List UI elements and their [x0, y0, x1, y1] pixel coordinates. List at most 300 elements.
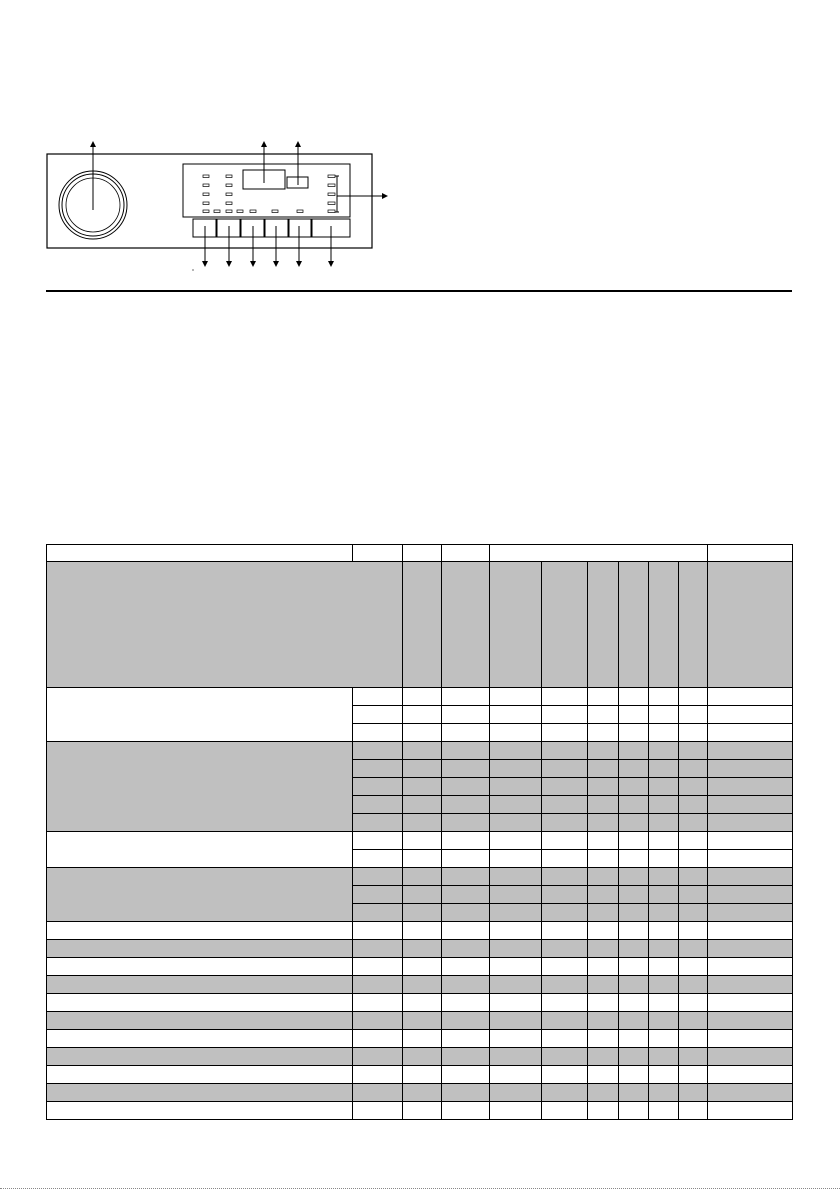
program-name-cell [47, 922, 353, 940]
value-cell [619, 706, 649, 724]
value-cell [542, 850, 588, 868]
value-cell [542, 1048, 588, 1066]
table-row [47, 958, 793, 976]
value-cell [588, 760, 619, 778]
value-cell [442, 1066, 490, 1084]
value-cell [403, 814, 442, 832]
program-name-cell [47, 832, 353, 868]
header-cell [708, 545, 793, 562]
value-cell [679, 1102, 708, 1120]
value-cell [353, 976, 403, 994]
value-cell [649, 688, 679, 706]
value-cell [588, 1066, 619, 1084]
value-cell [353, 1066, 403, 1084]
value-cell [490, 706, 542, 724]
value-cell [708, 922, 793, 940]
value-cell [649, 1102, 679, 1120]
header-cell [442, 545, 490, 562]
value-cell [542, 976, 588, 994]
value-cell [542, 832, 588, 850]
stray-dot [192, 269, 193, 270]
value-cell [490, 832, 542, 850]
value-cell [619, 994, 649, 1012]
value-cell [403, 994, 442, 1012]
value-cell [649, 940, 679, 958]
value-cell [403, 922, 442, 940]
value-cell [679, 868, 708, 886]
table-row [47, 922, 793, 940]
value-cell [442, 760, 490, 778]
value-cell [403, 724, 442, 742]
value-cell [708, 1012, 793, 1030]
value-cell [490, 688, 542, 706]
table-row [47, 940, 793, 958]
value-cell [649, 760, 679, 778]
program-name-cell [47, 742, 353, 832]
value-cell [649, 1048, 679, 1066]
value-cell [542, 742, 588, 760]
value-cell [353, 940, 403, 958]
value-cell [542, 814, 588, 832]
value-cell [708, 1102, 793, 1120]
value-cell [679, 976, 708, 994]
table-subheader-row [47, 562, 793, 688]
value-cell [708, 1084, 793, 1102]
value-cell [490, 1030, 542, 1048]
value-cell [679, 1066, 708, 1084]
value-cell [542, 886, 588, 904]
value-cell [542, 922, 588, 940]
value-cell [588, 796, 619, 814]
value-cell [708, 742, 793, 760]
value-cell [442, 724, 490, 742]
program-name-cell [47, 688, 353, 742]
value-cell [619, 922, 649, 940]
value-cell [649, 814, 679, 832]
value-cell [649, 886, 679, 904]
value-cell [490, 1102, 542, 1120]
value-cell [649, 742, 679, 760]
value-cell [649, 994, 679, 1012]
value-cell [490, 976, 542, 994]
value-cell [542, 1084, 588, 1102]
panel-outline [47, 154, 372, 248]
table-row [47, 832, 793, 850]
table-header-row [47, 545, 793, 562]
value-cell [708, 958, 793, 976]
value-cell [403, 886, 442, 904]
value-cell [353, 1084, 403, 1102]
section-divider [46, 290, 792, 292]
program-name-cell [47, 958, 353, 976]
value-cell [708, 832, 793, 850]
value-cell [403, 1084, 442, 1102]
value-cell [679, 940, 708, 958]
value-cell [353, 994, 403, 1012]
value-cell [649, 706, 679, 724]
value-cell [708, 868, 793, 886]
value-cell [542, 760, 588, 778]
value-cell [353, 688, 403, 706]
value-cell [708, 724, 793, 742]
program-name-cell [47, 1102, 353, 1120]
value-cell [403, 688, 442, 706]
value-cell [588, 976, 619, 994]
program-name-cell [47, 1048, 353, 1066]
value-cell [619, 1030, 649, 1048]
value-cell [490, 940, 542, 958]
value-cell [619, 814, 649, 832]
value-cell [442, 1102, 490, 1120]
value-cell [619, 904, 649, 922]
value-cell [679, 742, 708, 760]
value-cell [708, 886, 793, 904]
value-cell [649, 868, 679, 886]
value-cell [442, 994, 490, 1012]
value-cell [542, 778, 588, 796]
value-cell [353, 760, 403, 778]
value-cell [403, 976, 442, 994]
value-cell [588, 868, 619, 886]
value-cell [679, 886, 708, 904]
value-cell [649, 1084, 679, 1102]
value-cell [542, 724, 588, 742]
value-cell [353, 832, 403, 850]
value-cell [679, 994, 708, 1012]
option-indicator-lamps [328, 175, 335, 213]
value-cell [353, 1048, 403, 1066]
value-cell [679, 724, 708, 742]
button-row [193, 219, 350, 237]
value-cell [442, 1084, 490, 1102]
value-cell [619, 958, 649, 976]
value-cell [588, 706, 619, 724]
value-cell [442, 742, 490, 760]
program-name-cell [47, 1084, 353, 1102]
value-cell [353, 850, 403, 868]
value-cell [649, 976, 679, 994]
value-cell [619, 1102, 649, 1120]
value-cell [619, 760, 649, 778]
table-row [47, 1048, 793, 1066]
value-cell [619, 976, 649, 994]
control-panel-diagram [0, 0, 840, 290]
value-cell [679, 1030, 708, 1048]
value-cell [353, 706, 403, 724]
table-row [47, 868, 793, 886]
value-cell [679, 706, 708, 724]
value-cell [708, 994, 793, 1012]
value-cell [679, 796, 708, 814]
value-cell [649, 796, 679, 814]
subheader-cell [442, 562, 490, 688]
value-cell [353, 922, 403, 940]
program-table [46, 544, 793, 1120]
value-cell [442, 832, 490, 850]
program-name-cell [47, 868, 353, 922]
page-bottom-edge [0, 1188, 840, 1189]
value-cell [490, 1048, 542, 1066]
value-cell [403, 760, 442, 778]
value-cell [490, 904, 542, 922]
value-cell [490, 1012, 542, 1030]
value-cell [708, 688, 793, 706]
value-cell [542, 1030, 588, 1048]
value-cell [679, 1048, 708, 1066]
value-cell [588, 1030, 619, 1048]
value-cell [542, 904, 588, 922]
value-cell [588, 1102, 619, 1120]
value-cell [490, 868, 542, 886]
value-cell [442, 868, 490, 886]
value-cell [588, 850, 619, 868]
subheader-cell [708, 562, 793, 688]
display-frame [183, 164, 350, 217]
header-cell [490, 545, 708, 562]
value-cell [442, 1048, 490, 1066]
subheader-cell [403, 562, 442, 688]
value-cell [679, 850, 708, 868]
value-cell [679, 688, 708, 706]
value-cell [679, 814, 708, 832]
value-cell [353, 724, 403, 742]
value-cell [649, 958, 679, 976]
program-name-cell [47, 1030, 353, 1048]
value-cell [588, 904, 619, 922]
value-cell [542, 1012, 588, 1030]
table-row [47, 688, 793, 706]
value-cell [708, 976, 793, 994]
value-cell [490, 814, 542, 832]
value-cell [442, 958, 490, 976]
value-cell [490, 742, 542, 760]
header-cell [403, 545, 442, 562]
value-cell [490, 778, 542, 796]
value-cell [708, 1030, 793, 1048]
value-cell [353, 1012, 403, 1030]
subheader-cell [619, 562, 649, 688]
value-cell [708, 760, 793, 778]
value-cell [588, 688, 619, 706]
subheader-cell [47, 562, 403, 688]
value-cell [442, 1012, 490, 1030]
value-cell [542, 796, 588, 814]
value-cell [619, 832, 649, 850]
table-row [47, 1030, 793, 1048]
value-cell [403, 742, 442, 760]
value-cell [588, 724, 619, 742]
value-cell [708, 706, 793, 724]
value-cell [588, 922, 619, 940]
value-cell [649, 922, 679, 940]
value-cell [679, 1012, 708, 1030]
value-cell [649, 850, 679, 868]
value-cell [403, 796, 442, 814]
value-cell [442, 778, 490, 796]
value-cell [649, 1066, 679, 1084]
value-cell [588, 832, 619, 850]
program-name-cell [47, 940, 353, 958]
value-cell [403, 832, 442, 850]
value-cell [588, 1012, 619, 1030]
value-cell [542, 940, 588, 958]
value-cell [619, 742, 649, 760]
value-cell [403, 1012, 442, 1030]
value-cell [588, 958, 619, 976]
value-cell [588, 940, 619, 958]
value-cell [708, 904, 793, 922]
value-cell [679, 922, 708, 940]
value-cell [442, 850, 490, 868]
value-cell [353, 1102, 403, 1120]
value-cell [353, 814, 403, 832]
subheader-cell [679, 562, 708, 688]
value-cell [403, 706, 442, 724]
value-cell [619, 1066, 649, 1084]
value-cell [542, 1102, 588, 1120]
value-cell [542, 868, 588, 886]
value-cell [490, 724, 542, 742]
value-cell [619, 688, 649, 706]
subheader-cell [588, 562, 619, 688]
lamp-bracket [335, 176, 385, 212]
value-cell [649, 1030, 679, 1048]
value-cell [679, 778, 708, 796]
program-indicator-lamps [203, 175, 303, 213]
value-cell [588, 994, 619, 1012]
value-cell [588, 1084, 619, 1102]
value-cell [490, 886, 542, 904]
value-cell [490, 922, 542, 940]
value-cell [403, 904, 442, 922]
value-cell [619, 868, 649, 886]
value-cell [679, 958, 708, 976]
value-cell [619, 850, 649, 868]
value-cell [403, 1030, 442, 1048]
value-cell [442, 940, 490, 958]
value-cell [679, 832, 708, 850]
value-cell [649, 904, 679, 922]
value-cell [442, 976, 490, 994]
program-name-cell [47, 976, 353, 994]
value-cell [619, 1012, 649, 1030]
value-cell [708, 778, 793, 796]
value-cell [490, 994, 542, 1012]
value-cell [708, 1066, 793, 1084]
table-row [47, 1066, 793, 1084]
value-cell [619, 886, 649, 904]
value-cell [403, 958, 442, 976]
value-cell [619, 724, 649, 742]
value-cell [708, 814, 793, 832]
value-cell [588, 814, 619, 832]
value-cell [542, 994, 588, 1012]
value-cell [619, 778, 649, 796]
value-cell [649, 832, 679, 850]
subheader-cell [490, 562, 542, 688]
value-cell [542, 706, 588, 724]
value-cell [490, 958, 542, 976]
value-cell [353, 958, 403, 976]
value-cell [619, 940, 649, 958]
value-cell [708, 796, 793, 814]
value-cell [588, 1048, 619, 1066]
value-cell [403, 1048, 442, 1066]
value-cell [490, 1084, 542, 1102]
value-cell [442, 814, 490, 832]
value-cell [542, 958, 588, 976]
value-cell [442, 796, 490, 814]
table-row [47, 1012, 793, 1030]
value-cell [353, 778, 403, 796]
value-cell [679, 1084, 708, 1102]
program-name-cell [47, 1012, 353, 1030]
value-cell [442, 886, 490, 904]
value-cell [588, 742, 619, 760]
value-cell [679, 760, 708, 778]
value-cell [442, 904, 490, 922]
subheader-cell [542, 562, 588, 688]
value-cell [588, 886, 619, 904]
value-cell [403, 778, 442, 796]
value-cell [619, 1084, 649, 1102]
table-row [47, 976, 793, 994]
table-row [47, 994, 793, 1012]
value-cell [353, 886, 403, 904]
table-row [47, 1084, 793, 1102]
value-cell [403, 940, 442, 958]
value-cell [490, 1066, 542, 1084]
value-cell [649, 1012, 679, 1030]
value-cell [679, 904, 708, 922]
value-cell [542, 1066, 588, 1084]
value-cell [708, 940, 793, 958]
value-cell [403, 1066, 442, 1084]
table-row [47, 1102, 793, 1120]
value-cell [649, 724, 679, 742]
value-cell [353, 868, 403, 886]
subheader-cell [649, 562, 679, 688]
value-cell [403, 868, 442, 886]
header-cell [353, 545, 403, 562]
value-cell [588, 778, 619, 796]
value-cell [490, 796, 542, 814]
value-cell [619, 796, 649, 814]
program-name-cell [47, 994, 353, 1012]
program-name-cell [47, 1066, 353, 1084]
header-cell [47, 545, 353, 562]
button-5[interactable] [289, 219, 311, 237]
value-cell [353, 796, 403, 814]
value-cell [490, 760, 542, 778]
value-cell [442, 1030, 490, 1048]
value-cell [403, 850, 442, 868]
value-cell [403, 1102, 442, 1120]
value-cell [353, 742, 403, 760]
value-cell [353, 1030, 403, 1048]
value-cell [619, 1048, 649, 1066]
value-cell [442, 922, 490, 940]
value-cell [353, 904, 403, 922]
value-cell [708, 1048, 793, 1066]
value-cell [442, 706, 490, 724]
value-cell [490, 850, 542, 868]
value-cell [649, 778, 679, 796]
value-cell [542, 688, 588, 706]
value-cell [442, 688, 490, 706]
value-cell [708, 850, 793, 868]
table-row [47, 742, 793, 760]
